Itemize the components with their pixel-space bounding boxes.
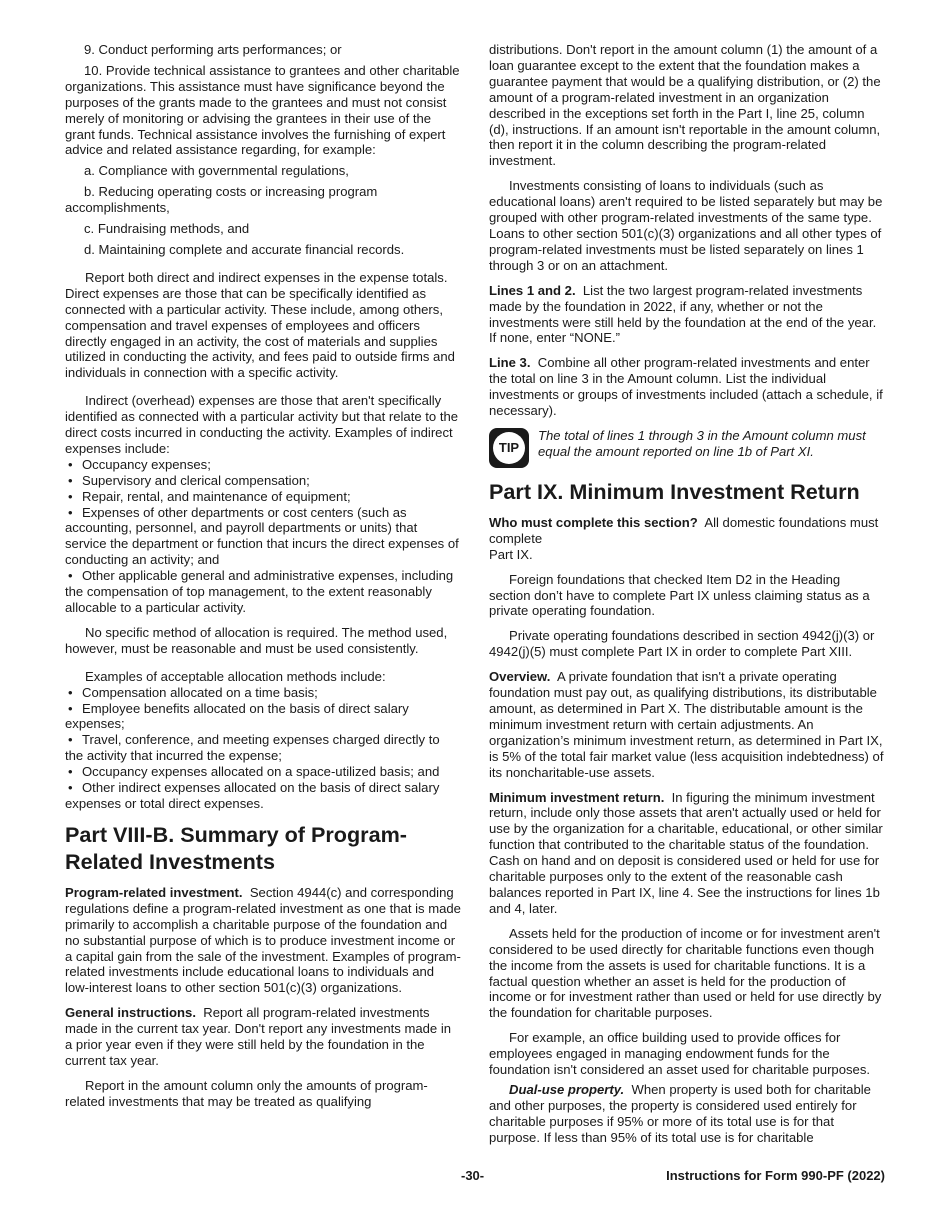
allocation-methods-list — [65, 685, 461, 812]
program-related-investment-paragraph — [65, 885, 461, 996]
sub-item-d: d. Maintaining complete and accurate financial records. — [84, 241, 405, 257]
office-building-paragraph: For example, an office building used to provide offices for employees engaged in managing endowment funds for the foundation isn't considered an asset used for charitable purposes. — [489, 1030, 871, 1078]
line-3-paragraph — [489, 355, 885, 419]
run-in-heading: Lines 1 and 2. — [489, 282, 576, 298]
footer-form-title: Instructions for Form 990-PF (2022) — [666, 1168, 885, 1183]
tip-box — [489, 428, 885, 468]
part-viii-b-heading: Part VIII-B. Summary of Program-Related Investments — [65, 821, 407, 874]
overview-paragraph — [489, 669, 885, 780]
right-column — [489, 42, 885, 1155]
tip-label: TIP — [493, 432, 525, 464]
run-in-heading: Overview. — [489, 669, 551, 685]
sub-item-c: c. Fundraising methods, and — [84, 221, 250, 237]
dual-use-property-paragraph — [489, 1082, 885, 1146]
left-column — [65, 42, 461, 1119]
allocation-examples-intro: Examples of acceptable allocation methods include: — [85, 668, 386, 684]
list-item: • Compensation allocated on a time basis; — [65, 685, 461, 701]
list-item: • Expenses of other departments or cost centers (such as accounting, personnel, and payroll departments or units) that service the department or function that incurs the direct expenses of conducting an activity; and — [65, 505, 461, 569]
list-item: • Supervisory and clerical compensation; — [65, 473, 461, 489]
tip-icon — [489, 428, 529, 468]
part-ix-heading: Part IX. Minimum Investment Return — [489, 478, 860, 504]
list-item: • Other applicable general and administrative expenses, including the compensation of top management, to the extent reasonably allocable to a particular activity. — [65, 568, 461, 616]
lines-1-2-paragraph — [489, 283, 885, 347]
sub-item-a: a. Compliance with governmental regulations, — [84, 163, 349, 179]
who-must-complete-paragraph — [489, 515, 885, 563]
indirect-expenses-list — [65, 457, 461, 616]
paragraph-body: Part IX. — [489, 546, 533, 562]
paragraph-body: A private foundation that isn't a private operating foundation must pay out, as qualifying distributions, its distributable amount, as determined in Part X. The distributable amount is the minimum investment return with certain adjustments. An organization’s minimum investment return, as determined in Part IX, is 5% of the total fair market value (less acquisition indebtedness) of its noncharitable-use assets. — [489, 669, 884, 780]
run-in-heading: Who must complete this section? — [489, 514, 698, 530]
general-instructions-paragraph — [65, 1005, 461, 1069]
allocation-method-paragraph: No specific method of allocation is required. The method used, however, must be reasonable and must be used consistently. — [65, 624, 448, 656]
paragraph-body: List the two largest program-related investments made by the foundation in 2022, if any, whether or not the investments were still held by the foundation at the end of the year. If none, enter “NONE.” — [489, 282, 877, 346]
tip-text: The total of lines 1 through 3 in the Amount column must equal the amount reported on line 1b of Part XI. — [538, 427, 866, 459]
run-in-heading: General instructions. — [65, 1005, 196, 1021]
sub-item-b: b. Reducing operating costs or increasing program accomplishments, — [65, 184, 378, 216]
page-number: -30- — [461, 1168, 485, 1183]
list-item-9: 9. Conduct performing arts performances; or — [84, 42, 342, 57]
paragraph-body: In figuring the minimum investment return, include only those assets that aren't actually used or held for use by the organization for a charitable, educational, or other similar function that contributed to the charitable status of the foundation. Cash on hand and on deposit is considered used or held for use for charitable purposes only to the extent of the reasonable cash balances reported in Part IX, line 4. See the instructions for lines 1b and 4, later. — [489, 789, 883, 916]
run-in-heading: Program-related investment. — [65, 884, 243, 900]
list-item: • Other indirect expenses allocated on the basis of direct salary expenses or total direct expenses. — [65, 780, 461, 812]
foreign-foundations-paragraph: Foreign foundations that checked Item D2 in the Heading section don’t have to complete Part IX unless claiming status as a private operating foundation. — [489, 571, 870, 619]
paragraph-body: Section 4944(c) and corresponding regulations define a program-related investment as one that is made primarily to accomplish a charitable purpose of the foundation and no substantial purpose of which is to produce investment income or a capital gain from the sale of the investment. Examples of program-related investments include educational loans to individuals and low-interest loans to other section 501(c)(3) organizations. — [65, 884, 461, 996]
list-item: • Repair, rental, and maintenance of equipment; — [65, 489, 461, 505]
paragraph-body: Report all program-related investments made in the current tax year. Don't report any investments made in a prior year even if they were still held by the foundation in the current tax year. — [65, 1005, 452, 1068]
amount-column-paragraph: Report in the amount column only the amounts of program-related investments that may be treated as qualifying — [65, 1077, 428, 1109]
list-item: • Occupancy expenses allocated on a space-utilized basis; and — [65, 764, 461, 780]
list-item-10: 10. Provide technical assistance to grantees and other charitable organizations. This assistance must have significance beyond the purposes of the grants made to the grantees and must not consist merely of monitoring or advising the grantees in their use of the grant funds. Technical assistance involves the furnishing of expert advice and related assistance regarding, for example: — [65, 62, 460, 158]
direct-expenses-paragraph: Report both direct and indirect expenses in the expense totals. Direct expenses are those that can be specifically identified as connected with a particular activity. These include, among others, compensation and travel expenses of employees and officers directly engaged in an activity, the cost of materials and supplies utilized in conducting the activity, and fees paid to outside firms and individuals in connection with a specific activity. — [65, 269, 455, 381]
run-in-heading: Line 3. — [489, 355, 531, 371]
minimum-investment-return-paragraph — [489, 790, 885, 917]
paragraph-body: All domestic foundations must complete — [489, 514, 879, 546]
paragraph-body: Combine all other program-related investments and enter the total on line 3 in the Amount column. List the individual investments or groups of investments included (attach a schedule, if necessary). — [489, 355, 883, 419]
list-item: • Travel, conference, and meeting expenses charged directly to the activity that incurred the expense; — [65, 732, 461, 764]
continued-paragraph: distributions. Don't report in the amount column (1) the amount of a loan guarantee except to the extent that the foundation makes a guarantee payment that would be a qualifying distribution, or (2) the amount of a program-related investment in an organization described in the exceptions set forth in the Part I, line 25, column (d), instructions. If an amount isn't reportable in the amount column, then report it in the column describing the program-related investment. — [489, 42, 881, 169]
list-item: • Occupancy expenses; — [65, 457, 461, 473]
loans-paragraph: Investments consisting of loans to individuals (such as educational loans) aren't required to be listed separately but may be grouped with other program-related investments of the same type. Loans to other section 501(c)(3) organizations and all other types of program-related investments must be listed separately on lines 1 through 3 or on an attachment. — [489, 178, 883, 273]
run-in-heading: Dual-use property. — [509, 1081, 625, 1097]
paragraph-body: When property is used both for charitable and other purposes, the property is considered used entirely for charitable purposes if 95% or more of its total use is for that purpose. If less than 95% of its total use is for charitable — [489, 1081, 871, 1145]
private-operating-paragraph: Private operating foundations described in section 4942(j)(3) or 4942(j)(5) must complete Part IX in order to complete Part XIII. — [489, 628, 875, 660]
list-item: • Employee benefits allocated on the basis of direct salary expenses; — [65, 701, 461, 733]
run-in-heading: Minimum investment return. — [489, 789, 665, 805]
assets-held-paragraph: Assets held for the production of income or for investment aren't considered to be used directly for charitable functions even though the income from the assets is used for charitable functions. It is a factual question whether an asset is held for the production of income or for investment rather than used or held for use directly by the foundation for charitable purposes. — [489, 925, 882, 1021]
indirect-expenses-paragraph: Indirect (overhead) expenses are those that aren't specifically identified as connected with a particular activity but that relate to the direct costs incurred in conducting the activity. Examples of indirect expenses include: — [65, 393, 459, 456]
